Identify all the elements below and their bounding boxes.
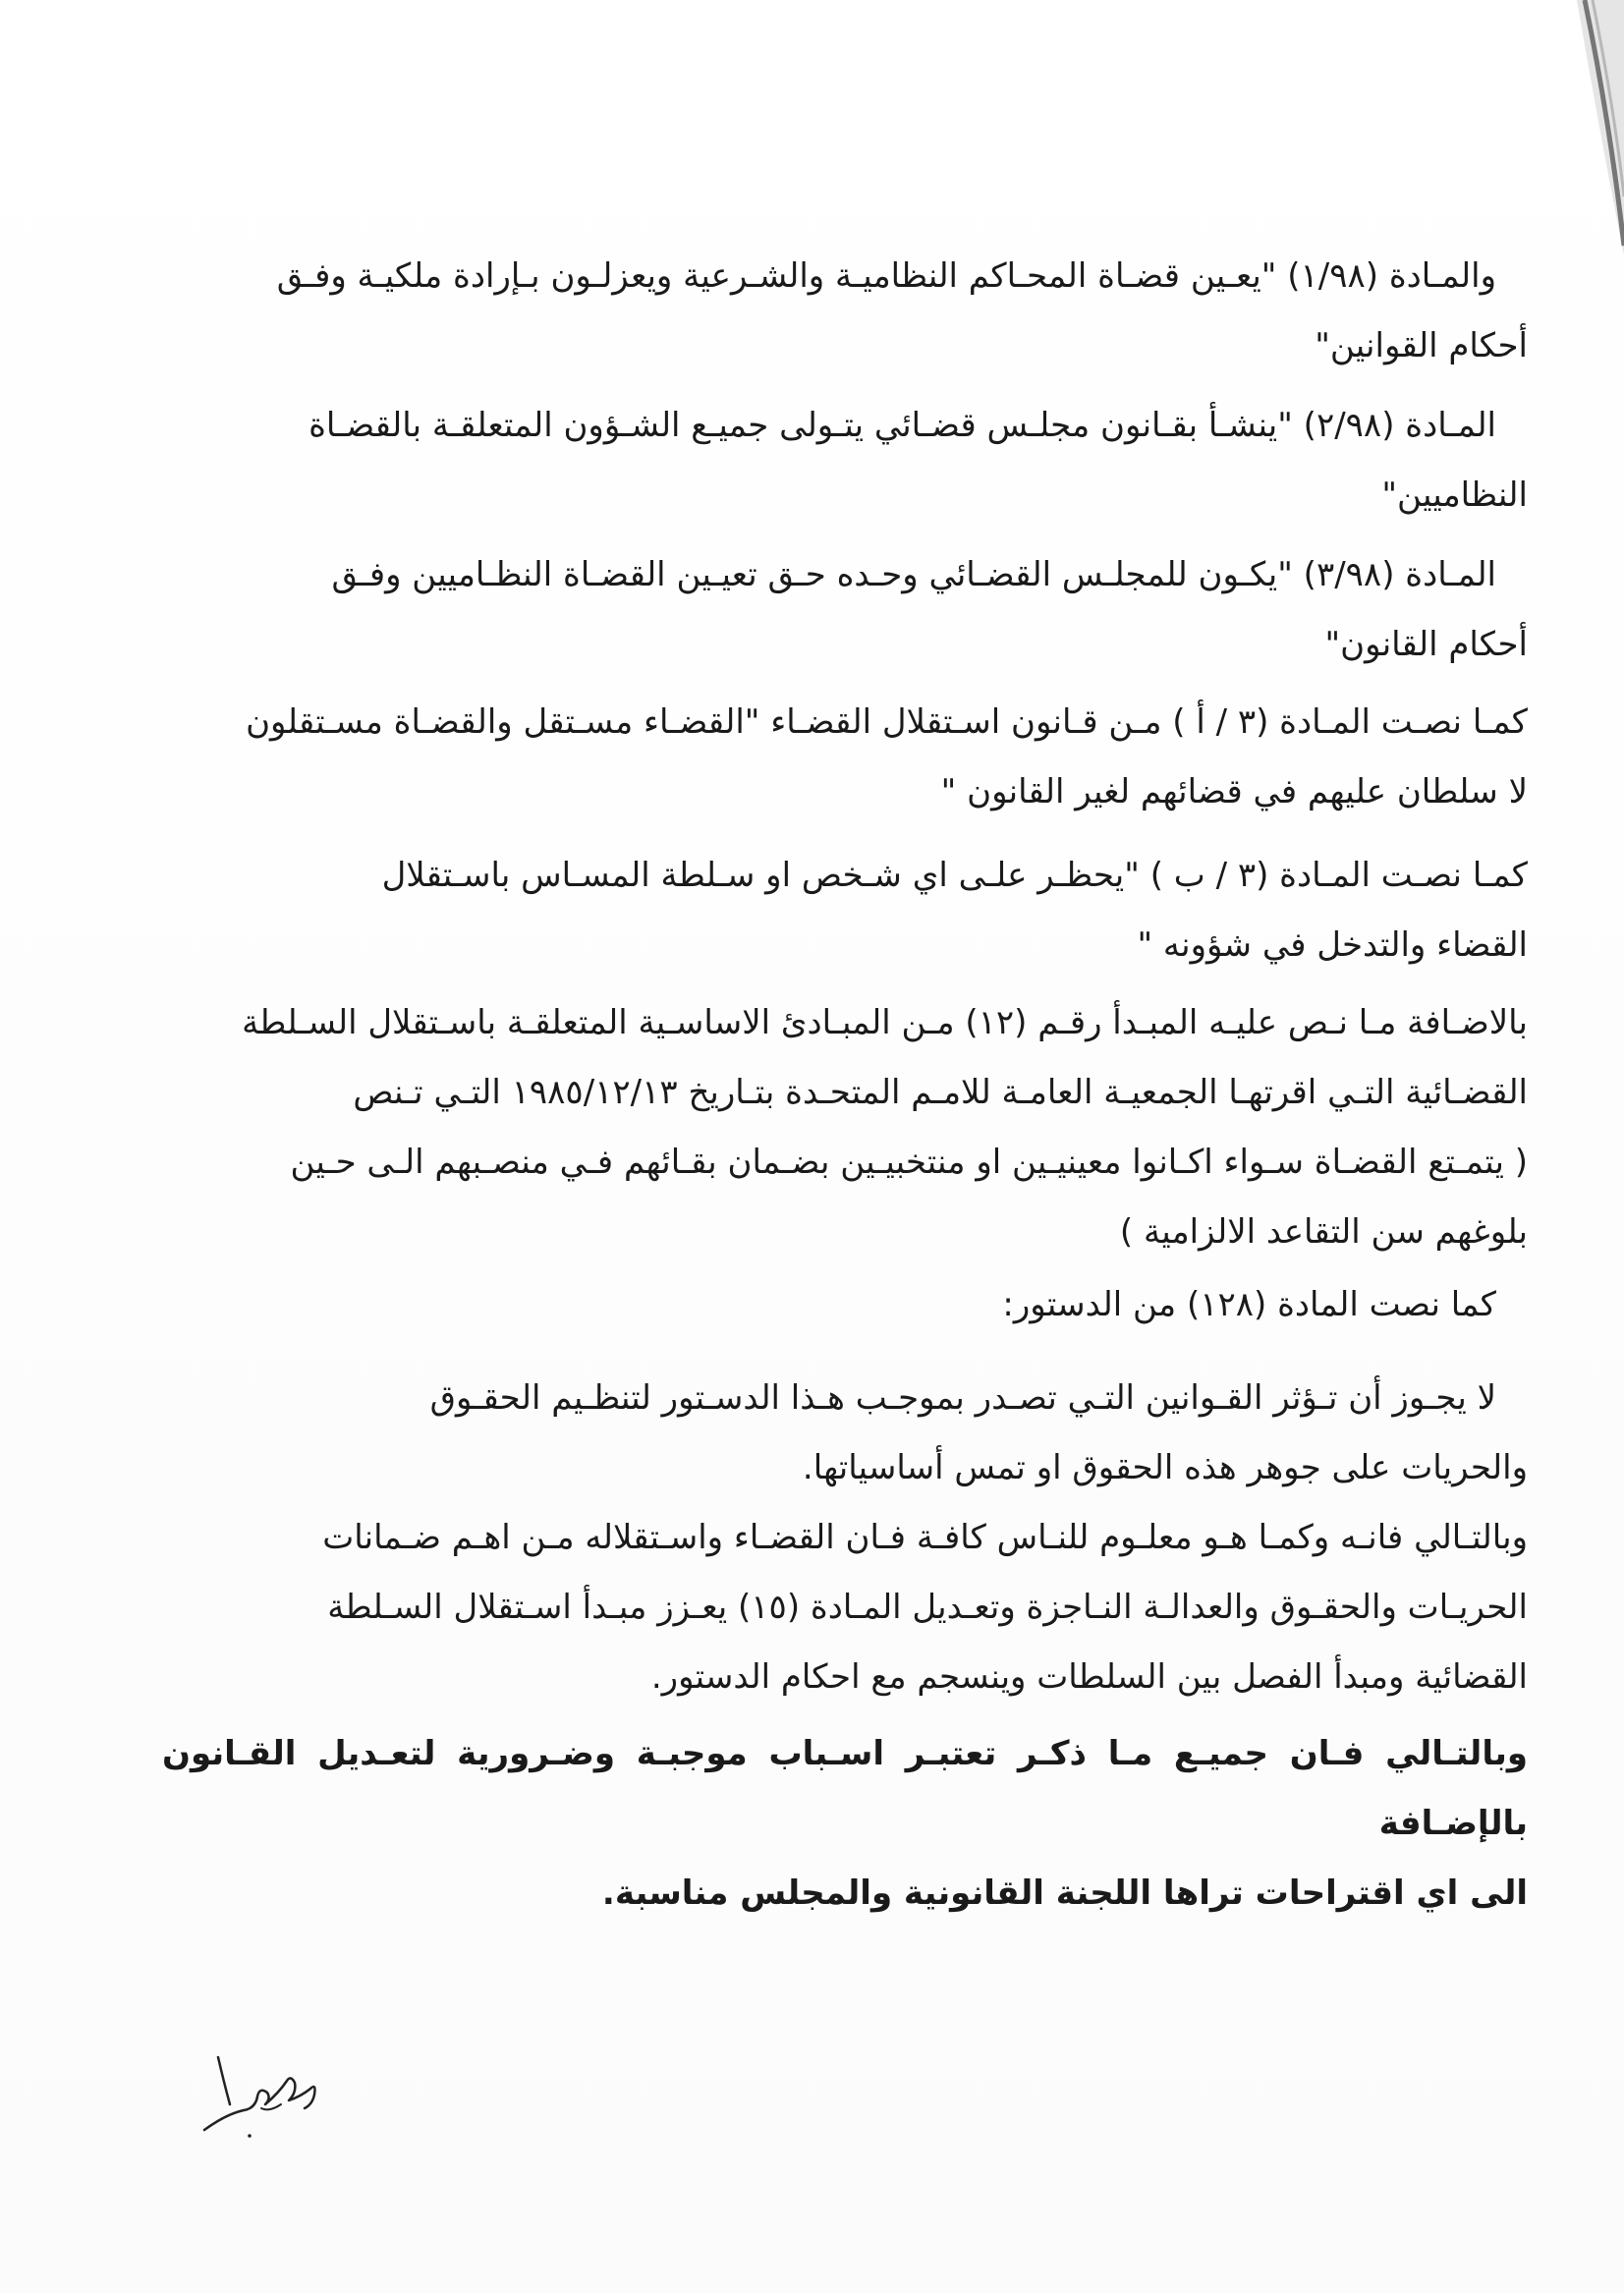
paragraph-line: كمـا نصـت المـادة (٣ / أ ) مـن قـانون اسـتقلال القضـاء "القضـاء مسـتقل والقضـاة مسـتقلون	[246, 702, 1528, 742]
paragraph-line: لا يجـوز أن تـؤثر القـوانين التـي تصـدر بموجـب هـذا الدسـتور لتنظـيم الحقـوق	[429, 1378, 1496, 1418]
paragraph-line: ( يتمـتع القضـاة سـواء اكـانوا معينيـين او منتخبيـين بضـمان بقـائهم فـي منصـبهم الـى حـين	[290, 1143, 1528, 1182]
paragraph-article-98-2	[162, 391, 1528, 531]
handwritten-signature-icon	[196, 2053, 324, 2142]
paragraph-line: والمـادة (١/٩٨) "يعـين قضـاة المحـاكم النظاميـة والشـرعية ويعزلـون بـإرادة ملكيـة وفـق	[276, 256, 1496, 296]
paragraph-article-98-3	[162, 540, 1528, 680]
scan-edge-shadow	[1486, 0, 1624, 255]
paragraph-article-128-intro	[162, 1270, 1528, 1340]
paragraph-article-98-1	[162, 242, 1528, 381]
paragraph-article-3b	[162, 841, 1528, 980]
paragraph-line: أحكام القوانين"	[1315, 326, 1528, 365]
paragraph-line: الى اي اقتراحات تراها اللجنة القانونية والمجلس مناسبة.	[601, 1874, 1528, 1913]
paragraph-line: بلوغهم سن التقاعد الالزامية )	[1119, 1212, 1528, 1252]
paragraph-line: أحكام القانون"	[1324, 625, 1528, 664]
paragraph-principle-12	[162, 988, 1528, 1267]
paragraph-line: لا سلطان عليهم في قضائهم لغير القانون "	[940, 772, 1528, 811]
paragraph-line: القضـائية التـي اقرتهـا الجمعيـة العامـة للامـم المتحـدة بتـاريخ ١٩٨٥/١٢/١٣ التـي تـنص	[353, 1073, 1528, 1112]
paragraph-line: وبالتـالي فـان جميـع مـا ذكـر تعتبـر اسـباب موجبـة وضـرورية لتعـديل القـانون بالإضـافة	[162, 1734, 1528, 1843]
paragraph-line: والحريات على جوهر هذه الحقوق او تمس أساسياتها.	[802, 1448, 1528, 1487]
paragraph-line: كما نصت المادة (١٢٨) من الدستور:	[1002, 1285, 1496, 1324]
paragraph-final-bold	[162, 1719, 1528, 1929]
paragraph-line: وبالتـالي فانـه وكمـا هـو معلـوم للنـاس كافـة فـان القضـاء واسـتقلاله مـن اهـم ضـمانات	[322, 1518, 1528, 1557]
paragraph-article-128-text	[162, 1364, 1528, 1503]
paragraph-line: القضاء والتدخل في شؤونه "	[1137, 925, 1528, 965]
paragraph-conclusion	[162, 1503, 1528, 1712]
paragraph-article-3a	[162, 688, 1528, 827]
paragraph-line: كمـا نصـت المـادة (٣ / ب ) "يحظـر علـى اي شـخص او سـلطة المسـاس باسـتقلال	[381, 856, 1528, 895]
paragraph-line: النظاميين"	[1381, 475, 1528, 515]
paragraph-line: المـادة (٢/٩٨) "ينشـأ بقـانون مجلـس قضـائي يتـولى جميـع الشـؤون المتعلقـة بالقضـاة	[308, 406, 1496, 445]
paragraph-line: بالاضـافة مـا نـص عليـه المبـدأ رقـم (١٢) مـن المبـادئ الاساسـية المتعلقـة باسـتقلال السـلطة	[242, 1003, 1528, 1042]
paragraph-line: الحريـات والحقـوق والعدالـة النـاجزة وتعـديل المـادة (١٥) يعـزز مبـدأ اسـتقلال السـلطة	[327, 1588, 1528, 1627]
paragraph-line: المـادة (٣/٩٨) "يكـون للمجلـس القضـائي وحـده حـق تعيـين القضـاة النظـاميين وفـق	[331, 555, 1496, 594]
paragraph-line: القضائية ومبدأ الفصل بين السلطات وينسجم مع احكام الدستور.	[650, 1657, 1528, 1697]
